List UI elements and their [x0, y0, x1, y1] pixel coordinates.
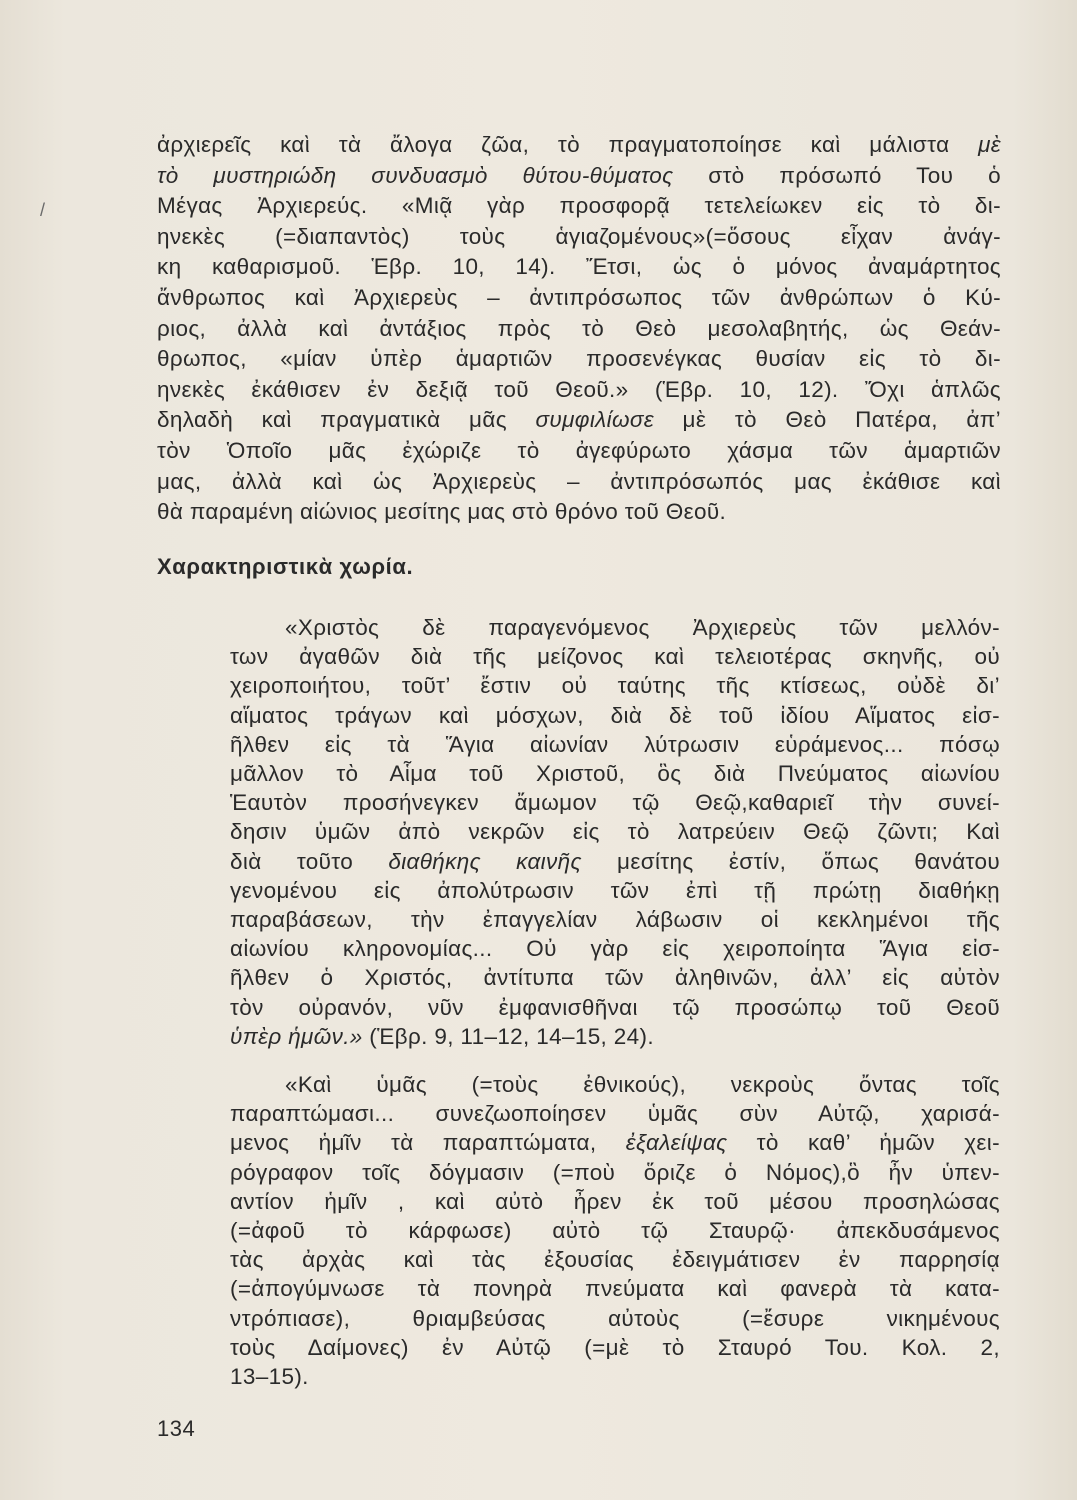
emphasis-text: συμφιλίωσε	[535, 407, 654, 433]
text-run: (=ἀφοῦ τὸ κάρφωσε) αὐτὸ τῷ Σταυρῷ· ἀπεκδυσάμενος	[230, 1218, 1000, 1244]
text-run: τὸν Ὁποῖο μᾶς ἐχώριζε τὸ ἀγεφύρωτο χάσμα τῶν ἁμαρτιῶν	[157, 437, 1001, 463]
text-run: δηλαδὴ καὶ πραγματικὰ μᾶς	[157, 407, 536, 433]
text-line	[230, 963, 1000, 992]
text-run: ηνεκὲς (=διαπαντὸς) τοὺς ἁγιαζομένους»(=ὅσους εἶχαν ἀνάγ-	[157, 223, 1001, 249]
text-run: μᾶλλον τὸ Αἷμα τοῦ Χριστοῦ, ὃς διὰ Πνεύματος αἰωνίου	[230, 761, 1000, 787]
text-line	[230, 642, 1000, 671]
text-line	[157, 191, 1001, 222]
text-run: ῆλθεν ὁ Χριστός, ἀντίτυπα τῶν ἀληθινῶν, ἀλλ’ εἰς αὐτὸν	[230, 965, 1000, 991]
emphasis-text: ὑπὲρ ἡμῶν.»	[230, 1023, 363, 1049]
text-line	[157, 283, 1001, 314]
text-run: Ἑαυτὸν προσήνεγκεν ἄμωμον τῷ Θεῷ,καθαριεῖ τὴν συνεί-	[230, 790, 1000, 816]
text-run: μεσίτης ἐστίν, ὅπως θανάτου	[581, 848, 1000, 874]
text-run: των ἀγαθῶν διὰ τῆς μείζονος καὶ τελειοτέρας σκηνῆς, οὐ	[230, 644, 1000, 670]
text-run: παραβάσεων, τὴν ἐπαγγελίαν λάβωσιν οἱ κεκλημένοι τῆς	[230, 907, 1000, 933]
text-line	[230, 1158, 1000, 1187]
text-run: στὸ πρόσωπό Του ὁ	[673, 162, 1001, 188]
text-run: κη καθαρισμοῦ. Ἑβρ. 10, 14). Ἔτσι, ὡς ὁ μόνος ἀναμάρτητος	[157, 254, 1001, 280]
text-run: τὰς ἀρχὰς καὶ τὰς ἐξουσίας ἐδειγμάτισεν ἐν παρρησίᾳ	[230, 1247, 1000, 1273]
text-run: αντίον ἡμῖν , καὶ αὐτὸ ἦρεν ἐκ τοῦ μέσου προσηλώσας	[230, 1188, 1000, 1214]
text-line	[230, 613, 1000, 642]
text-line	[230, 701, 1000, 730]
text-line	[230, 788, 1000, 817]
section-heading: Χαρακτηριστικὰ χωρία.	[157, 554, 414, 579]
text-run: παραπτώμασι... συνεζωοποίησεν ὑμᾶς σὺν Αὐτῷ, χαρισά-	[230, 1101, 1000, 1127]
text-line	[157, 130, 1001, 161]
text-run: (Ἑβρ. 9, 11–12, 14–15, 24).	[362, 1023, 654, 1049]
text-line	[230, 1274, 1000, 1303]
text-run: «Χριστὸς δὲ παραγενόμενος Ἀρχιερεὺς τῶν μελλόν-	[285, 615, 1000, 640]
text-line	[230, 934, 1000, 963]
text-run: αἰωνίου κληρονομίας... Οὐ γὰρ εἰς χειροποίητα Ἅγια εἰσ-	[230, 936, 1000, 962]
text-line	[157, 222, 1001, 253]
text-run: γενομένου εἰς ἀπολύτρωσιν τῶν ἐπὶ τῇ πρώτῃ διαθήκῃ	[230, 877, 1000, 903]
text-run: «Καὶ ὑμᾶς (=τοὺς ἐθνικούς), νεκροὺς ὄντας τοῖς	[285, 1072, 1000, 1097]
text-run: ηνεκὲς ἐκάθισεν ἐν δεξιᾷ τοῦ Θεοῦ.» (Ἑβρ. 10, 12). Ὄχι ἁπλῶς	[157, 376, 1001, 402]
text-line	[157, 314, 1001, 345]
text-line	[230, 671, 1000, 700]
emphasis-text: μὲ	[978, 132, 1001, 157]
text-run: ντρόπιασε), θριαμβεύσας αὐτοὺς (=ἔσυρε νικημένους	[230, 1305, 1000, 1331]
text-line	[230, 1304, 1000, 1333]
text-line	[157, 405, 1001, 436]
emphasis-text: τὸ μυστηριώδη συνδυασμὸ θύτου-θύματος	[157, 162, 674, 188]
text-line	[230, 905, 1000, 934]
quote-colossians	[230, 1070, 1000, 1391]
text-line	[230, 817, 1000, 846]
text-line	[157, 436, 1001, 467]
text-line	[230, 1362, 1000, 1391]
text-line	[230, 1245, 1000, 1274]
text-line	[157, 467, 1001, 498]
text-line	[230, 1022, 1000, 1051]
text-line	[230, 1333, 1000, 1362]
text-run: δησιν ὑμῶν ἀπὸ νεκρῶν εἰς τὸ λατρεύειν Θεῷ ζῶντι; Καὶ	[230, 819, 1000, 845]
emphasis-text: ἐξαλείψας	[625, 1130, 728, 1156]
text-line	[157, 161, 1001, 192]
text-run: ῆλθεν εἰς τὰ Ἅγια αἰωνίαν λύτρωσιν εὑράμενος... πόσῳ	[230, 731, 1000, 757]
text-line	[230, 1216, 1000, 1245]
page-number: 134	[157, 1416, 196, 1441]
text-line	[157, 497, 1001, 528]
text-run: διὰ τοῦτο	[230, 848, 389, 874]
text-line	[230, 993, 1000, 1022]
text-run: ἄνθρωπος καὶ Ἀρχιερεὺς – ἀντιπρόσωπος τῶν ἀνθρώπων ὁ Κύ-	[157, 284, 1001, 310]
text-run: μὲ τὸ Θεὸ Πατέρα, ἀπ’	[653, 407, 1001, 433]
text-line	[230, 1187, 1000, 1216]
text-run: ἀρχιερεῖς καὶ τὰ ἄλογα ζῶα, τὸ πραγματοποίησε καὶ μάλιστα	[157, 132, 979, 157]
quote-hebrews	[230, 613, 1000, 1051]
text-run: αἵματος τράγων καὶ μόσχων, διὰ δὲ τοῦ ἰδίου Αἵματος εἰσ-	[230, 702, 1000, 728]
text-line	[230, 1099, 1000, 1128]
text-run: (=ἀπογύμνωσε τὰ πονηρὰ πνεύματα καὶ φανερὰ τὰ κατα-	[230, 1276, 1000, 1302]
text-run: τὸ καθ’ ἡμῶν χει-	[727, 1130, 1000, 1156]
text-run: ριος, ἀλλὰ καὶ ἀντάξιος πρὸς τὸ Θεὸ μεσολαβητής, ὡς Θεάν-	[157, 315, 1001, 341]
margin-pencil-mark: /	[40, 200, 46, 220]
text-line	[230, 847, 1000, 876]
emphasis-text: διαθήκης καινῆς	[388, 848, 582, 874]
text-line	[230, 730, 1000, 759]
text-line	[157, 344, 1001, 375]
text-run: ρόγραφον τοῖς δόγμασιν (=ποὺ ὅριζε ὁ Νόμος),ὃ ἦν ὑπεν-	[230, 1159, 1000, 1185]
text-line	[157, 375, 1001, 406]
text-run: Μέγας Ἀρχιερεύς. «Μιᾷ γὰρ προσφορᾷ τετελείωκεν εἰς τὸ δι-	[157, 193, 1001, 219]
intro-paragraph	[157, 130, 1001, 528]
text-run: χειροποιήτου, τοῦτ’ ἔστιν οὐ ταύτης τῆς κτίσεως, οὐδὲ δι’	[230, 673, 1000, 699]
text-line	[230, 876, 1000, 905]
text-run: 13–15).	[230, 1364, 309, 1390]
text-line	[230, 759, 1000, 788]
text-run: θὰ παραμένη αἰώνιος μεσίτης μας στὸ θρόνο τοῦ Θεοῦ.	[157, 499, 727, 525]
text-line	[230, 1070, 1000, 1099]
text-run: θρωπος, «μίαν ὑπὲρ ἁμαρτιῶν προσενέγκας θυσίαν εἰς τὸ δι-	[157, 346, 1001, 372]
text-run: μενος ἡμῖν τὰ παραπτώματα,	[230, 1130, 626, 1156]
text-run: μας, ἀλλὰ καὶ ὡς Ἀρχιερεὺς – ἀντιπρόσωπός μας ἐκάθισε καὶ	[157, 468, 1001, 494]
text-line	[230, 1128, 1000, 1157]
text-run: τοὺς Δαίμονες) ἐν Αὐτῷ (=μὲ τὸ Σταυρό Του. Κολ. 2,	[230, 1334, 1000, 1360]
text-line	[157, 252, 1001, 283]
text-run: τὸν οὐρανόν, νῦν ἐμφανισθῆναι τῷ προσώπῳ τοῦ Θεοῦ	[230, 994, 1000, 1020]
